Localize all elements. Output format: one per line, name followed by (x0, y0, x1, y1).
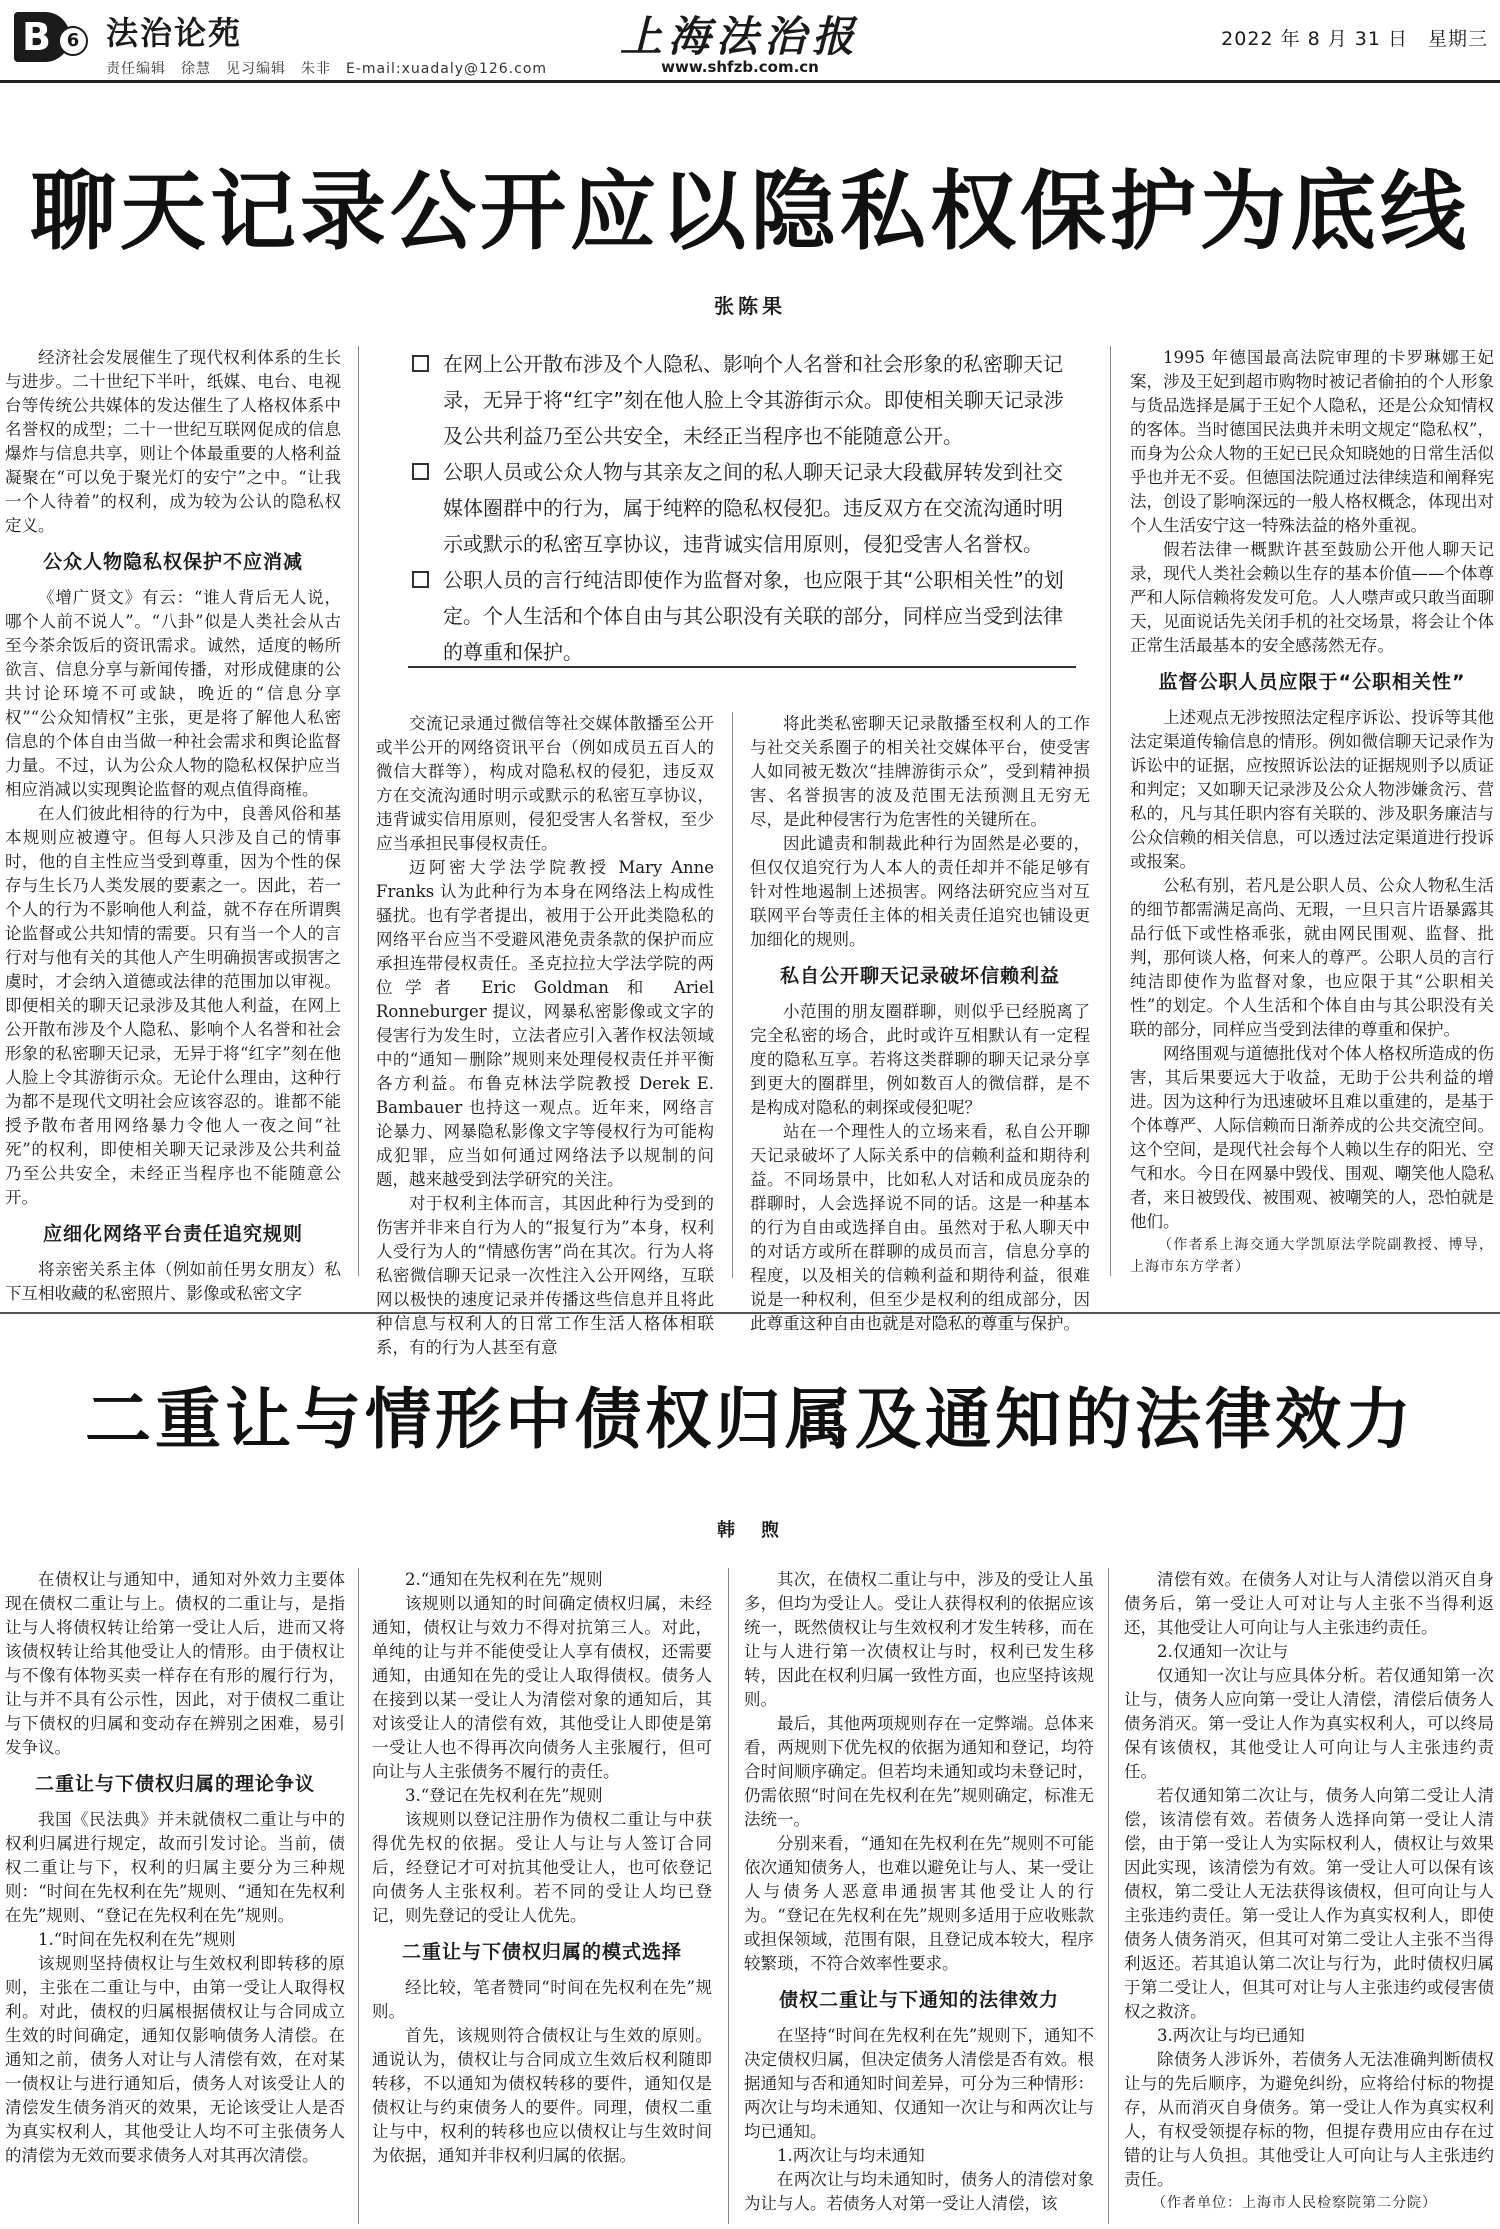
masthead-url: www.shfzb.com.cn (661, 58, 819, 76)
header-rule (0, 80, 1500, 83)
article1-col3 (750, 712, 1090, 1333)
article1-col4 (1130, 346, 1494, 1296)
paragraph: 网络围观与道德批伐对个体人格权所造成的伤害，其后果要远大于收益，无助于公共利益的增进。因为这种行为迅速破坏且难以重建的，是基于个体尊严、人际信赖而日渐养成的公共交流空间。这个空间，是现代社会每个人赖以生存的阳光、空气和水。今日在网暴中毁伐、围观、嘲笑他人隐私者，来日被毁伐、被围观、被嘲笑的人，恐怕就是他们。 (1130, 1044, 1494, 1231)
section-title: 法治论苑 (106, 14, 243, 52)
numbered-heading: 3.两次让与均已通知 (1157, 2026, 1305, 2045)
article1-title: 聊天记录公开应以隐私权保护为底线 (30, 162, 1470, 262)
paragraph: 将此类私密聊天记录散播至权利人的工作与社交关系圈子的相关社交媒体平台，使受害人如同被无数次“挂牌游街示众”，受到精神损害、名誉损害的波及范围无法预测且无穷无尽，是此种侵害行为危害性的关键所在。 (750, 714, 1090, 829)
paragraph: 最后，其他两项规则存在一定弊端。总体来看，两规则下优先权的依据为通知和登记，均符合时间顺序确定。但若均未通知或均未登记时，仍需依照“时间在先权利在先”规则确定，标准无法统一。 (744, 1714, 1094, 1829)
paragraph: 其次，在债权二重让与中，涉及的受让人虽多，但均为受让人。受让人获得权利的依据应该统一，既然债权让与生效权利才发生转移，而在让与人进行第一次债权让与时，权利已发生移转，因此在权利归属一致性方面，也应坚持该规则。 (744, 1570, 1094, 1709)
article1-col2 (376, 712, 714, 1357)
subheading: 监督公职人员应限于“公职相关性” (1158, 671, 1466, 693)
paragraph: 小范围的朋友圈群聊，则似乎已经脱离了完全私密的场合，此时或许互相默认有一定程度的隐私互享。若将这类群聊的聊天记录分享到更大的圈群里，例如数百人的微信群，是不是构成对隐私的刺探或侵犯呢？ (750, 1002, 1090, 1117)
paragraph: 上述观点无涉按照法定程序诉讼、投诉等其他法定渠道传输信息的情形。例如微信聊天记录作为诉讼中的证据，应按照诉讼法的证据规则予以质证和判定；又如聊天记录涉及公众人物涉嫌贪污、营私的，凡与其任职内容有关联的、涉及职务廉洁与公众信赖的相关信息，可以透过法定渠道进行投诉或报案。 (1130, 708, 1494, 871)
paragraph: 对于权利主体而言，其因此种行为受到的伤害并非来自行为人的“报复行为”本身，权利人受行为人的“情感伤害”尚在其次。行为人将私密微信聊天记录一次性注入公开网络，互联网以极快的速度记录并传播这些信息并且将此种信息与权利人的日常工作生活人格体相联系，有的行为人甚至有意 (376, 1194, 714, 1357)
editors-line: 责任编辑 徐慧 见习编辑 朱非 E-mail:xuadaly@126.com (106, 61, 548, 77)
paragraph: 若仅通知第二次让与，债务人向第二受让人清偿，该清偿有效。若债务人选择向第一受让人清偿，由于第一受让人为实际权利人，债权让与效果因此实现，该清偿为有效。第一受让人可以保有该债权，第二受让人无法获得该债权，但可向让与人主张违约责任。第一受让人作为真实权利人，即使债务人债务消灭，但其可对第二受让人主张不当得利返还。若其追认第二次让与行为，此时债权归属于第二受让人，但其可对让与人主张违约或侵害债权之救济。 (1124, 1786, 1494, 2021)
column-divider (728, 1568, 729, 2224)
highlight-item: 在网上公开散布涉及个人隐私、影响个人名誉和社会形象的私密聊天记录，无异于将“红字”刻在他人脸上令其游街示众。即使相关聊天记录涉及公共利益乃至公共安全，未经正当程序也不能随意公开。 (408, 346, 1076, 454)
article2-col3 (744, 1568, 1094, 2224)
paragraph: 站在一个理性人的立场来看，私自公开聊天记录破坏了人际关系中的信赖利益和期待利益。不同场景中，比如私人对话和成员庞杂的群聊时，人会选择说不同的话。这是一种基本的行为自由或选择自由。虽然对于私人聊天中的对话方或所在群聊的成员而言，信息分享的程度，以及相关的信赖利益和期待利益，很难说是一种权利，但至少是权利的组成部分，因此尊重这种自由也就是对隐私的尊重与保护。 (750, 1122, 1090, 1333)
checkbox-icon (412, 463, 429, 480)
paragraph: 将亲密关系主体（例如前任男女朋友）私下互相收藏的私密照片、影像或私密文字 (5, 1260, 341, 1303)
paragraph: 迈阿密大学法学院教授 Mary Anne Franks 认为此种行为本身在网络法上构成性骚扰。也有学者提出，被用于公开此类隐私的网络平台应当不受避风港免责条款的保护而应承担连带侵权责任。圣克拉拉大学法学院的两位学者 Eric Goldman 和 Ariel Ronneburger 提议，网暴私密影像或文字的侵害行为发生时，立法者应引入著作权法领域中的“通知－删除”规则来处理侵权责任并平衡各方利益。布鲁克林法学院教授 Derek E. Bambauer 也持这一观点。近年来，网络言论暴力、网暴隐私影像文字等侵权行为可能构成犯罪，应当如何通过网络法予以规制的问题，越来越受到法学研究的关注。 (376, 858, 714, 1189)
article1-col1 (5, 346, 341, 1303)
highlight-item: 公职人员的言行纯洁即使作为监督对象，也应限于其“公职相关性”的划定。个人生活和个体自由与其公职没有关联的部分，同样应当受到法律的尊重和保护。 (408, 562, 1076, 670)
paragraph: 首先，该规则符合债权让与生效的原则。通说认为，债权让与合同成立生效后权利随即转移，不以通知为债权转移的要件，通知仅是债权让与约束债务人的要件。同理，债权二重让与中，权利的转移也应以债权让与生效时间为依据，通知并非权利归属的依据。 (372, 2026, 712, 2165)
subheading: 私自公开聊天记录破坏信赖利益 (779, 965, 1060, 987)
paragraph: 交流记录通过微信等社交媒体散播至公开或半公开的网络资讯平台（例如成员五百人的微信大群等），构成对隐私权的侵犯，违反双方在交流沟通时明示或默示的私密互享协议，违背诚实信用原则，侵犯受害人名誉权，至少应当承担民事侵权责任。 (376, 714, 714, 853)
numbered-heading: 1.两次让与均未通知 (777, 2146, 925, 2165)
subheading: 二重让与下债权归属的模式选择 (401, 1941, 682, 1963)
article2-author: 韩 煦 (717, 1520, 783, 1541)
paragraph: 假若法律一概默许甚至鼓励公开他人聊天记录，现代人类社会赖以生存的基本价值——个体尊严和人际信赖将发发可危。人人噤声或只敢当面聊天，见面说话先关闭手机的社交场景，将会让个体正常生活最基本的安全感荡然无存。 (1130, 540, 1494, 655)
subheading: 应细化网络平台责任追究规则 (42, 1223, 303, 1245)
subheading: 债权二重让与下通知的法律效力 (778, 1989, 1059, 2011)
paragraph: 在两次让与均未通知时，债务人的清偿对象为让与人。若债务人对第一受让人清偿，该 (744, 2170, 1094, 2213)
author-note: （作者系上海交通大学凯原法学院副教授、博导，上海市东方学者） (1130, 1237, 1494, 1275)
paragraph: 在人们彼此相待的行为中，良善风俗和基本规则应被遵守。但每人只涉及自己的情事时，他的自主性应当受到尊重，因为个性的保存与生长乃人类发展的要素之一。因此，若一个人的行为不影响他人利益，就不存在所谓舆论监督或公共知情的需要。只有当一个人的言行对与他有关的其他人产生明确损害或损害之虞时，才会纳入道德或法律的范围加以审视。即便相关的聊天记录涉及其他人利益，在网上公开散布涉及个人隐私、影响个人名誉和社会形象的私密聊天记录，无异于将“红字”刻在他人脸上令其游街示众。无论什么理由，这种行为都不是现代文明社会应该容忍的。谁都不能授予散布者用网络暴力令他人一夜之间“社死”的权利，即使相关聊天记录涉及公共利益乃至公共安全，未经正当程序也不能随意公开。 (5, 804, 341, 1207)
column-divider (358, 346, 359, 1276)
column-divider (358, 1568, 359, 2224)
article2-title: 二重让与情形中债权归属及通知的法律效力 (85, 1381, 1415, 1458)
paragraph: 在坚持“时间在先权利在先”规则下，通知不决定债权归属，但决定债务人清偿是否有效。根据通知与否和通知时间差异，可分为三种情形：两次让与均未通知、仅通知一次让与和两次让与均已通知。 (744, 2026, 1094, 2141)
paragraph: 清偿有效。在债务人对让与人清偿以消灭自身债务后，第一受让人可对让与人主张不当得利返还，其他受让人可向让与人主张违约责任。 (1124, 1570, 1494, 1637)
page-letter: B (14, 12, 70, 62)
paragraph: 1995 年德国最高法院审理的卡罗琳娜王妃案，涉及王妃到超市购物时被记者偷拍的个人形象与货品选择是属于王妃个人隐私，还是公众知情权的客体。当时德国民法典并未明文规定“隐私权”，而身为公众人物的王妃已民众知晓她的日常生活似乎也并无不妥。但德国法院通过法律续造和阐释宪法，创设了影响深远的一般人格权概念，体现出对个人生活安宁这一特殊法益的格外重视。 (1130, 348, 1494, 535)
article2-col2 (372, 1568, 712, 2224)
numbered-heading: 2.仅通知一次让与 (1157, 1642, 1289, 1661)
paragraph: 经比较，笔者赞同“时间在先权利在先”规则。 (372, 1978, 712, 2021)
checkbox-icon (412, 571, 429, 588)
numbered-heading: 2.“通知在先权利在先”规则 (405, 1570, 603, 1589)
paragraph: 该规则以登记注册作为债权二重让与中获得优先权的依据。受让人与让与人签订合同后，经登记才可对抗其他受让人，也可依登记向债务人主张权利。若不同的受让人均已登记，则先登记的受让人优先。 (372, 1810, 712, 1925)
page-header (0, 0, 1500, 78)
article2-col1 (5, 1568, 345, 2224)
paragraph: 因此谴责和制裁此种行为固然是必要的，但仅仅追究行为人本人的责任却并不能足够有针对性地遏制上述损害。网络法研究应当对互联网平台等责任主体的相关责任追究也铺设更加细化的规则。 (750, 834, 1090, 949)
issue-date: 2022 年 8 月 31 日 星期三 (1221, 28, 1488, 50)
author-note: （作者单位：上海市人民检察院第二分院） (1152, 2195, 1437, 2211)
page-number: 6 (58, 26, 88, 56)
column-divider (1110, 346, 1111, 1276)
subheading: 公众人物隐私权保护不应消减 (42, 551, 303, 573)
paragraph: 经济社会发展催生了现代权利体系的生长与进步。二十世纪下半叶，纸媒、电台、电视台等传统公共媒体的发达催生了人格权体系中名誉权的成型；二十一世纪互联网促成的信息爆炸与信息共享，则让个体最重要的人格利益凝聚在“可以免于聚光灯的安宁”之中。“让我一个人待着”的权利，成为较为公认的隐私权定义。 (5, 348, 341, 535)
highlight-item: 公职人员或公众人物与其亲友之间的私人聊天记录大段截屏转发到社交媒体圈群中的行为，属于纯粹的隐私权侵犯。违反双方在交流沟通时明示或默示的私密互享协议，违背诚实信用原则，侵犯受害人名誉权。 (408, 454, 1076, 562)
highlights-box (408, 346, 1076, 668)
numbered-heading: 1.“时间在先权利在先”规则 (38, 1930, 236, 1949)
paragraph: 除债务人涉诉外，若债务人无法准确判断债权让与的先后顺序，为避免纠纷，应将给付标的物提存，从而消灭自身债务。第一受让人作为真实权利人，有权受领提存标的物，但提存费用应由存在过错的让与人负担。其他受让人可向让与人主张违约责任。 (1124, 2050, 1494, 2189)
paragraph: 我国《民法典》并未就债权二重让与中的权利归属进行规定，故而引发讨论。当前，债权二重让与下，权利的归属主要分为三种规则：“时间在先权利在先”规则、“通知在先权利在先”规则、“登记在先权利在先”规则。 (5, 1810, 345, 1925)
column-divider (732, 712, 733, 1278)
column-divider (1108, 1568, 1109, 2224)
article-divider (0, 1312, 1500, 1314)
paragraph: 在债权让与通知中，通知对外效力主要体现在债权二重让与上。债权的二重让与，是指让与人将债权转让给第一受让人后，进而又将该债权转让给其他受让人的情形。由于债权让与不像有体物买卖一样存在有形的履行行为，让与并不具有公示性，因此，对于债权二重让与下债权的归属和变动存在辨别之困难，易引发争议。 (5, 1570, 345, 1757)
paragraph: 该规则以通知的时间确定债权归属，未经通知，债权让与效力不得对抗第三人。对此，单纯的让与并不能使受让人享有债权，还需要通知，由通知在先的受让人取得债权。债务人在接到以某一受让人为清偿对象的通知后，其对该受让人的清偿有效，其他受让人即使是第一受让人也不得再次向债务人主张履行，但可向让与人主张债务不履行的责任。 (372, 1594, 712, 1781)
checkbox-icon (412, 355, 429, 372)
paragraph: 《增广贤文》有云：“谁人背后无人说，哪个人前不说人”。“八卦”似是人类社会从古至今茶余饭后的资讯需求。诚然，适度的畅所欲言、信息分享与新闻传播，对形成健康的公共讨论环境不可或缺，晚近的“信息分享权”“公众知情权”主张，更是将了解他人私密信息的个体自由当做一种社会需求和舆论监督力量。不过，认为公众人物的隐私权保护应当相应消减以实现舆论监督的观点值得商榷。 (5, 588, 341, 799)
page-badge (14, 12, 86, 62)
paragraph: 仅通知一次让与应具体分析。若仅通知第一次让与，债务人应向第一受让人清偿，清偿后债务人债务消灭。第一受让人作为真实权利人，可以终局保有该债权，其他受让人可向让与人主张违约责任。 (1124, 1666, 1494, 1781)
paragraph: 分别来看，“通知在先权利在先”规则不可能依次通知债务人，也难以避免让与人、某一受让人与债务人恶意串通损害其他受让人的行为。“登记在先权利在先”规则多适用于应收账款或担保领域，范围有限，且登记成本较大，程序较繁琐，不符合效率性要求。 (744, 1834, 1094, 1973)
article1-author: 张陈果 (714, 294, 786, 318)
numbered-heading: 3.“登记在先权利在先”规则 (405, 1786, 603, 1805)
paragraph: 公私有别，若凡是公职人员、公众人物私生活的细节都需满足高尚、无瑕，一旦只言片语暴露其品行低下或性格乖张，就由网民围观、监督、批判，那何谈人格，何来人的尊严。公职人员的言行纯洁即使作为监督对象，也应限于其“公职相关性”的划定。个人生活和个体自由与其公职没有关联的部分，同样应当受到法律的尊重和保护。 (1130, 876, 1494, 1039)
masthead-logo: 上海法治报 (619, 12, 860, 61)
paragraph: 该规则坚持债权让与生效权利即转移的原则，主张在二重让与中，由第一受让人取得权利。对此，债权的归属根据债权让与合同成立生效的时间确定，通知仅影响债务人清偿。在通知之前，债务人对让与人清偿有效，在对某一债权让与进行通知后，债务人对该受让人的清偿发生债务消灭的效果，无论该受让人是否为真实权利人，其他受让人均不可主张债务人的清偿为无效而要求债务人对其再次清偿。 (5, 1954, 345, 2165)
article2-col4 (1124, 1568, 1494, 2224)
subheading: 二重让与下债权归属的理论争议 (34, 1773, 315, 1795)
